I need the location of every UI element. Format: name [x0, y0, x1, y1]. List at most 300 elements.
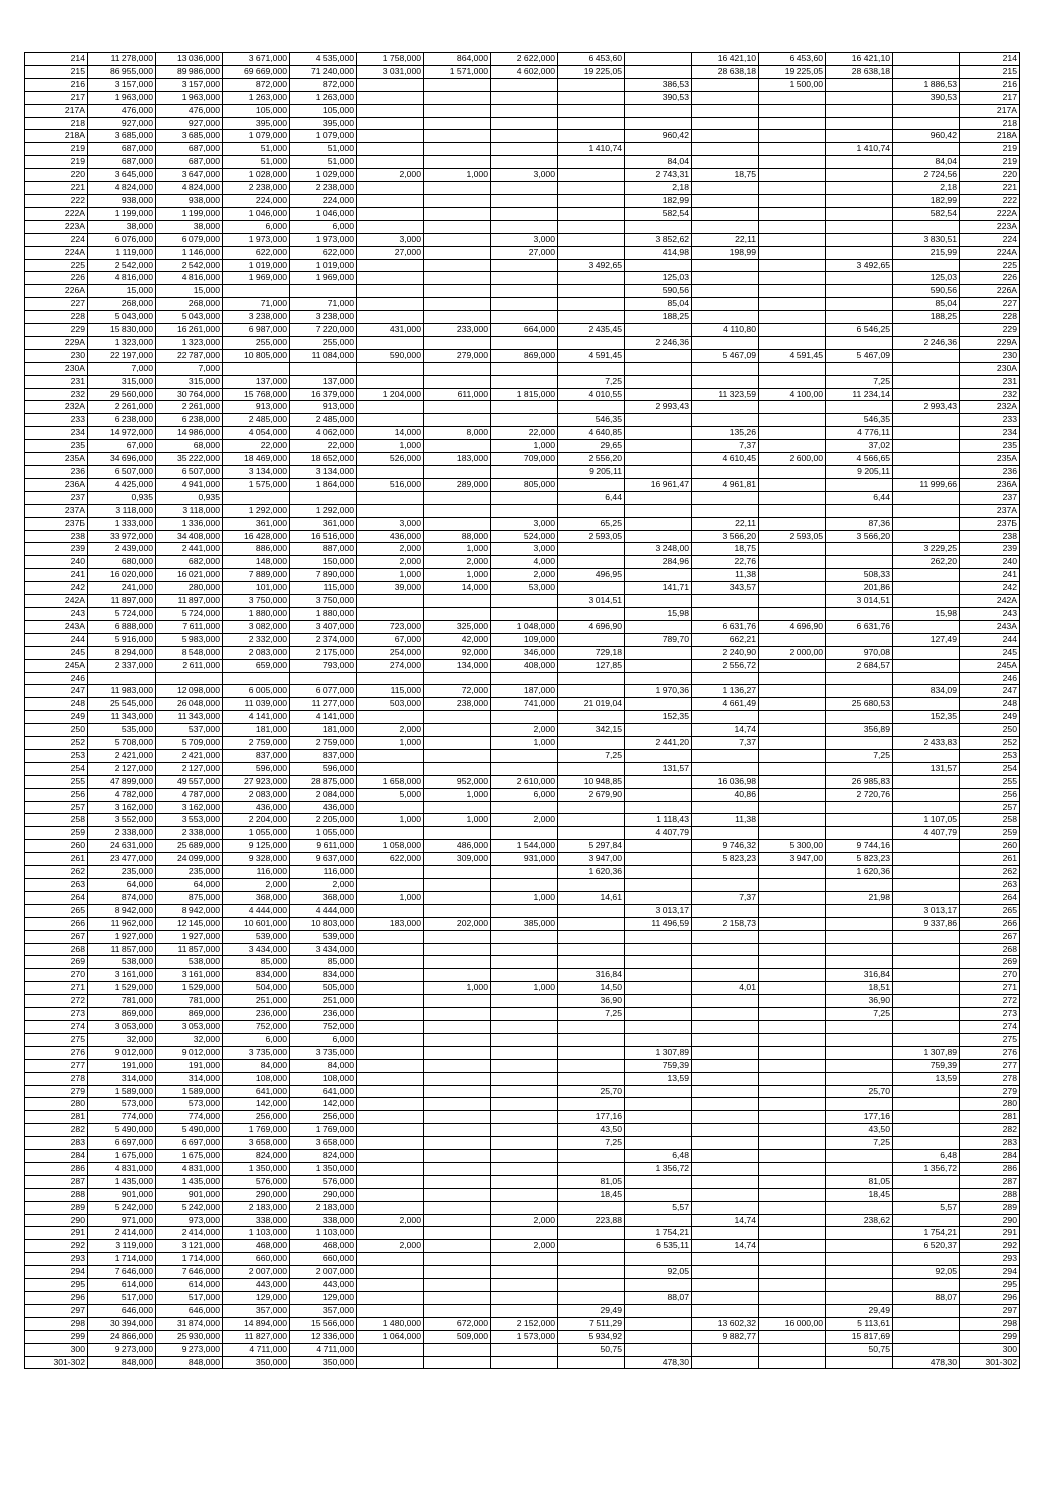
table-cell: [826, 246, 893, 259]
table-cell: 2 724,56: [893, 169, 960, 182]
table-cell: [357, 930, 424, 943]
table-cell: 3 434,000: [223, 943, 290, 956]
table-cell: 253: [25, 749, 88, 762]
table-cell: [692, 1227, 759, 1240]
table-cell: 1 119,000: [88, 246, 156, 259]
table-cell: [893, 117, 960, 130]
table-cell: [625, 1343, 692, 1356]
table-cell: [491, 904, 558, 917]
table-cell: 971,000: [88, 1214, 156, 1227]
table-row: [25, 466, 1020, 479]
table-row: [25, 207, 1020, 220]
table-cell: [625, 1111, 692, 1124]
table-cell: [491, 298, 558, 311]
table-cell: 3 566,20: [692, 530, 759, 543]
table-cell: 2 556,72: [692, 659, 759, 672]
table-row: [25, 65, 1020, 78]
table-row: [25, 917, 1020, 930]
table-cell: [692, 259, 759, 272]
table-cell: [759, 582, 826, 595]
table-cell: 88,07: [625, 1292, 692, 1305]
table-cell: [692, 491, 759, 504]
table-cell: 15 830,000: [88, 324, 156, 337]
table-cell: 1,000: [491, 440, 558, 453]
table-cell: [893, 1279, 960, 1292]
table-cell: 241: [960, 569, 1020, 582]
table-cell: 314,000: [156, 1072, 223, 1085]
table-cell: [759, 801, 826, 814]
table-cell: 368,000: [223, 891, 290, 904]
table-cell: [893, 104, 960, 117]
table-cell: [424, 311, 491, 324]
table-cell: [893, 788, 960, 801]
table-cell: 3 685,000: [88, 130, 156, 143]
table-cell: 385,000: [491, 917, 558, 930]
table-cell: 240: [25, 556, 88, 569]
table-cell: 15 817,69: [826, 1330, 893, 1343]
table-cell: [357, 607, 424, 620]
table-cell: 2,000: [290, 879, 357, 892]
table-cell: 1 323,000: [156, 336, 223, 349]
table-cell: 5 823,23: [826, 853, 893, 866]
table-row: [25, 1072, 1020, 1085]
table-cell: [491, 1059, 558, 1072]
table-cell: 517,000: [156, 1292, 223, 1305]
table-cell: 26 985,83: [826, 775, 893, 788]
table-cell: 11 999,66: [893, 478, 960, 491]
table-cell: [290, 672, 357, 685]
table-cell: [491, 491, 558, 504]
table-cell: 267: [960, 930, 1020, 943]
table-cell: 7,000: [88, 362, 156, 375]
table-cell: 198,99: [692, 246, 759, 259]
table-cell: 1 046,000: [290, 207, 357, 220]
table-cell: [826, 272, 893, 285]
table-cell: 664,000: [491, 324, 558, 337]
table-cell: 183,000: [357, 917, 424, 930]
table-cell: 235A: [960, 453, 1020, 466]
table-cell: 1 963,000: [156, 91, 223, 104]
table-cell: [759, 504, 826, 517]
table-cell: 242: [25, 582, 88, 595]
table-cell: [558, 1253, 625, 1266]
table-cell: [625, 1214, 692, 1227]
table-cell: 239: [25, 543, 88, 556]
table-cell: [357, 272, 424, 285]
table-cell: [424, 362, 491, 375]
table-cell: 16 421,10: [826, 53, 893, 66]
table-cell: 129,000: [223, 1292, 290, 1305]
table-cell: 901,000: [156, 1188, 223, 1201]
table-cell: 3 014,51: [558, 595, 625, 608]
table-cell: 8 548,000: [156, 646, 223, 659]
table-cell: [424, 143, 491, 156]
table-cell: 116,000: [290, 866, 357, 879]
table-cell: [692, 672, 759, 685]
table-cell: [759, 827, 826, 840]
table-cell: 2 593,05: [759, 530, 826, 543]
table-row: [25, 375, 1020, 388]
table-cell: 3,000: [491, 517, 558, 530]
table-cell: [759, 324, 826, 337]
table-row: [25, 414, 1020, 427]
table-cell: 338,000: [223, 1214, 290, 1227]
table-cell: 232: [25, 388, 88, 401]
table-cell: 2 083,000: [223, 646, 290, 659]
table-cell: 295: [25, 1279, 88, 1292]
table-cell: 11,38: [692, 814, 759, 827]
table-cell: 27,000: [357, 246, 424, 259]
table-row: [25, 130, 1020, 143]
table-cell: 242: [960, 582, 1020, 595]
table-cell: 6,000: [290, 220, 357, 233]
table-cell: 2,18: [893, 182, 960, 195]
table-cell: [826, 672, 893, 685]
table-cell: [558, 298, 625, 311]
table-cell: [893, 1111, 960, 1124]
table-cell: 255: [25, 775, 88, 788]
table-cell: 2 679,90: [558, 788, 625, 801]
table-cell: 2 485,000: [223, 414, 290, 427]
table-cell: 8 942,000: [88, 904, 156, 917]
table-cell: [826, 1046, 893, 1059]
table-cell: [826, 879, 893, 892]
table-cell: 1 136,27: [692, 685, 759, 698]
table-cell: 2 261,000: [88, 401, 156, 414]
table-cell: 215: [25, 65, 88, 78]
table-cell: 247: [25, 685, 88, 698]
table-cell: 269: [960, 956, 1020, 969]
table-cell: [558, 91, 625, 104]
table-cell: [357, 194, 424, 207]
table-cell: 2 158,73: [692, 917, 759, 930]
table-row: [25, 1330, 1020, 1343]
table-row: [25, 517, 1020, 530]
table-cell: 7,25: [826, 1008, 893, 1021]
table-cell: 224: [960, 233, 1020, 246]
table-row: [25, 1020, 1020, 1033]
table-cell: 226: [25, 272, 88, 285]
table-cell: [491, 762, 558, 775]
table-cell: 2 542,000: [88, 259, 156, 272]
table-cell: [357, 1343, 424, 1356]
ledger-table: [24, 52, 1020, 1369]
table-cell: 590,000: [357, 349, 424, 362]
table-cell: [357, 156, 424, 169]
table-cell: [491, 1124, 558, 1137]
table-cell: [558, 272, 625, 285]
table-cell: 6 631,76: [692, 620, 759, 633]
table-cell: 16 261,000: [156, 324, 223, 337]
table-cell: [625, 620, 692, 633]
table-cell: 5 300,00: [759, 840, 826, 853]
table-cell: 2 593,05: [558, 530, 625, 543]
table-cell: [759, 698, 826, 711]
table-cell: [424, 749, 491, 762]
table-cell: 31 874,000: [156, 1317, 223, 1330]
table-cell: 11 039,000: [223, 698, 290, 711]
table-cell: 1,000: [357, 891, 424, 904]
table-cell: 517,000: [88, 1292, 156, 1305]
table-cell: 11 962,000: [88, 917, 156, 930]
table-cell: 356,89: [826, 724, 893, 737]
table-cell: [692, 1033, 759, 1046]
table-cell: 127,85: [558, 659, 625, 672]
table-cell: 238: [960, 530, 1020, 543]
table-row: [25, 737, 1020, 750]
table-cell: [692, 1150, 759, 1163]
table-cell: 504,000: [223, 982, 290, 995]
table-cell: 183,000: [424, 453, 491, 466]
ledger-rows: [25, 53, 1020, 1369]
table-cell: [558, 78, 625, 91]
table-cell: 289: [960, 1201, 1020, 1214]
table-cell: 1 589,000: [88, 1085, 156, 1098]
table-cell: [424, 1033, 491, 1046]
table-cell: [424, 1098, 491, 1111]
table-cell: [692, 930, 759, 943]
table-cell: 1 263,000: [290, 91, 357, 104]
table-cell: 292: [960, 1240, 1020, 1253]
table-cell: 5 724,000: [156, 607, 223, 620]
table-cell: [893, 1304, 960, 1317]
table-cell: 236A: [960, 478, 1020, 491]
table-cell: 6 076,000: [88, 233, 156, 246]
table-cell: 222A: [960, 207, 1020, 220]
table-cell: [491, 1227, 558, 1240]
table-cell: 182,99: [625, 194, 692, 207]
table-cell: 590,56: [893, 285, 960, 298]
table-cell: 222A: [25, 207, 88, 220]
table-cell: [625, 1188, 692, 1201]
table-cell: [491, 336, 558, 349]
table-cell: 258: [25, 814, 88, 827]
table-cell: 5,57: [893, 1201, 960, 1214]
table-cell: 1 079,000: [290, 130, 357, 143]
table-cell: 233: [25, 414, 88, 427]
table-cell: 282: [960, 1124, 1020, 1137]
table-cell: [826, 685, 893, 698]
table-cell: [424, 762, 491, 775]
table-cell: 622,000: [223, 246, 290, 259]
table-cell: 2 374,000: [290, 633, 357, 646]
table-cell: 280,000: [156, 582, 223, 595]
table-cell: 781,000: [88, 995, 156, 1008]
table-cell: 222: [25, 194, 88, 207]
table-row: [25, 1356, 1020, 1369]
table-cell: 269: [25, 956, 88, 969]
table-cell: 224A: [960, 246, 1020, 259]
table-cell: 576,000: [290, 1175, 357, 1188]
table-cell: [826, 943, 893, 956]
table-cell: 662,21: [692, 633, 759, 646]
table-cell: [424, 440, 491, 453]
table-cell: [424, 956, 491, 969]
table-cell: 290: [25, 1214, 88, 1227]
table-cell: 243: [25, 607, 88, 620]
table-cell: 478,30: [893, 1356, 960, 1369]
table-cell: [491, 1292, 558, 1305]
table-cell: [558, 943, 625, 956]
table-cell: 101,000: [223, 582, 290, 595]
table-cell: 33 972,000: [88, 530, 156, 543]
table-cell: 237A: [25, 504, 88, 517]
table-cell: 250: [25, 724, 88, 737]
table-cell: 7,25: [826, 749, 893, 762]
table-cell: 237Б: [960, 517, 1020, 530]
table-cell: 539,000: [290, 930, 357, 943]
table-cell: 276: [25, 1046, 88, 1059]
table-cell: 6 888,000: [88, 620, 156, 633]
table-cell: [625, 698, 692, 711]
table-cell: [625, 53, 692, 66]
table-cell: 8 294,000: [88, 646, 156, 659]
table-cell: [759, 401, 826, 414]
table-cell: 395,000: [223, 117, 290, 130]
table-cell: [692, 1059, 759, 1072]
table-cell: 6 238,000: [156, 414, 223, 427]
table-cell: [424, 466, 491, 479]
table-cell: [357, 1085, 424, 1098]
table-cell: 28 638,18: [826, 65, 893, 78]
table-cell: 3 566,20: [826, 530, 893, 543]
table-row: [25, 749, 1020, 762]
table-cell: [759, 1292, 826, 1305]
table-cell: 11,38: [692, 569, 759, 582]
table-cell: 774,000: [88, 1111, 156, 1124]
table-cell: [759, 1304, 826, 1317]
table-cell: 4 407,79: [893, 827, 960, 840]
table-cell: [625, 1098, 692, 1111]
table-cell: 2,000: [223, 879, 290, 892]
table-cell: [558, 1046, 625, 1059]
table-cell: [424, 130, 491, 143]
table-cell: [692, 1085, 759, 1098]
table-cell: 36,90: [826, 995, 893, 1008]
table-cell: 236: [25, 466, 88, 479]
table-cell: [759, 1188, 826, 1201]
table-cell: 11 496,59: [625, 917, 692, 930]
table-cell: 273: [25, 1008, 88, 1021]
table-row: [25, 104, 1020, 117]
table-cell: [692, 1137, 759, 1150]
table-row: [25, 1317, 1020, 1330]
table-cell: 3 658,000: [223, 1137, 290, 1150]
table-cell: 237A: [960, 504, 1020, 517]
table-cell: [759, 672, 826, 685]
table-cell: 6 535,11: [625, 1240, 692, 1253]
table-cell: 228: [25, 311, 88, 324]
table-cell: 2 007,000: [223, 1266, 290, 1279]
table-cell: [558, 607, 625, 620]
table-cell: 7,37: [692, 891, 759, 904]
table-cell: 274: [960, 1020, 1020, 1033]
table-cell: [625, 969, 692, 982]
table-cell: [826, 130, 893, 143]
table-cell: 1 350,000: [223, 1162, 290, 1175]
table-cell: 235,000: [156, 866, 223, 879]
table-cell: 131,57: [625, 762, 692, 775]
table-cell: 4 824,000: [156, 182, 223, 195]
table-cell: [826, 1150, 893, 1163]
table-cell: 276: [960, 1046, 1020, 1059]
table-cell: 299: [25, 1330, 88, 1343]
table-cell: [759, 1227, 826, 1240]
table-cell: [826, 1098, 893, 1111]
table-cell: 129,000: [290, 1292, 357, 1305]
table-cell: [826, 220, 893, 233]
table-cell: 268,000: [88, 298, 156, 311]
table-cell: [893, 1343, 960, 1356]
table-cell: 270: [25, 969, 88, 982]
table-cell: 2 240,90: [692, 646, 759, 659]
table-cell: 805,000: [491, 478, 558, 491]
table-cell: 0,935: [88, 491, 156, 504]
table-cell: 25 680,53: [826, 698, 893, 711]
table-cell: 3 238,000: [223, 311, 290, 324]
table-cell: 64,000: [156, 879, 223, 892]
table-cell: 230A: [960, 362, 1020, 375]
table-cell: [759, 440, 826, 453]
table-cell: [893, 220, 960, 233]
table-cell: 1,000: [424, 982, 491, 995]
table-cell: [558, 1356, 625, 1369]
table-cell: [692, 414, 759, 427]
table-cell: [223, 491, 290, 504]
table-cell: [759, 427, 826, 440]
table-cell: 9 205,11: [558, 466, 625, 479]
table-cell: 7 890,000: [290, 569, 357, 582]
table-cell: 2 435,45: [558, 324, 625, 337]
table-cell: [625, 775, 692, 788]
table-cell: 28 638,18: [692, 65, 759, 78]
table-cell: 236A: [25, 478, 88, 491]
table-cell: 2,000: [357, 1214, 424, 1227]
table-cell: [826, 1201, 893, 1214]
table-cell: 11 084,000: [290, 349, 357, 362]
table-cell: 71,000: [290, 298, 357, 311]
table-cell: [424, 220, 491, 233]
table-cell: [357, 1175, 424, 1188]
table-cell: 249: [25, 711, 88, 724]
table-cell: [424, 595, 491, 608]
table-cell: [424, 891, 491, 904]
table-cell: [759, 814, 826, 827]
table-row: [25, 1201, 1020, 1214]
table-cell: 3 553,000: [156, 814, 223, 827]
table-row: [25, 220, 1020, 233]
table-cell: [491, 1253, 558, 1266]
table-row: [25, 891, 1020, 904]
table-cell: 243A: [25, 620, 88, 633]
table-cell: [424, 711, 491, 724]
table-cell: 503,000: [357, 698, 424, 711]
table-cell: 43,50: [558, 1124, 625, 1137]
table-cell: 834,000: [290, 969, 357, 982]
table-cell: [491, 311, 558, 324]
table-cell: 245A: [960, 659, 1020, 672]
table-cell: [692, 1008, 759, 1021]
table-cell: [893, 582, 960, 595]
table-cell: [625, 879, 692, 892]
table-cell: 252: [960, 737, 1020, 750]
table-row: [25, 1162, 1020, 1175]
table-cell: 886,000: [223, 543, 290, 556]
table-cell: [357, 491, 424, 504]
table-cell: 254: [25, 762, 88, 775]
table-cell: [625, 930, 692, 943]
table-cell: [692, 1124, 759, 1137]
